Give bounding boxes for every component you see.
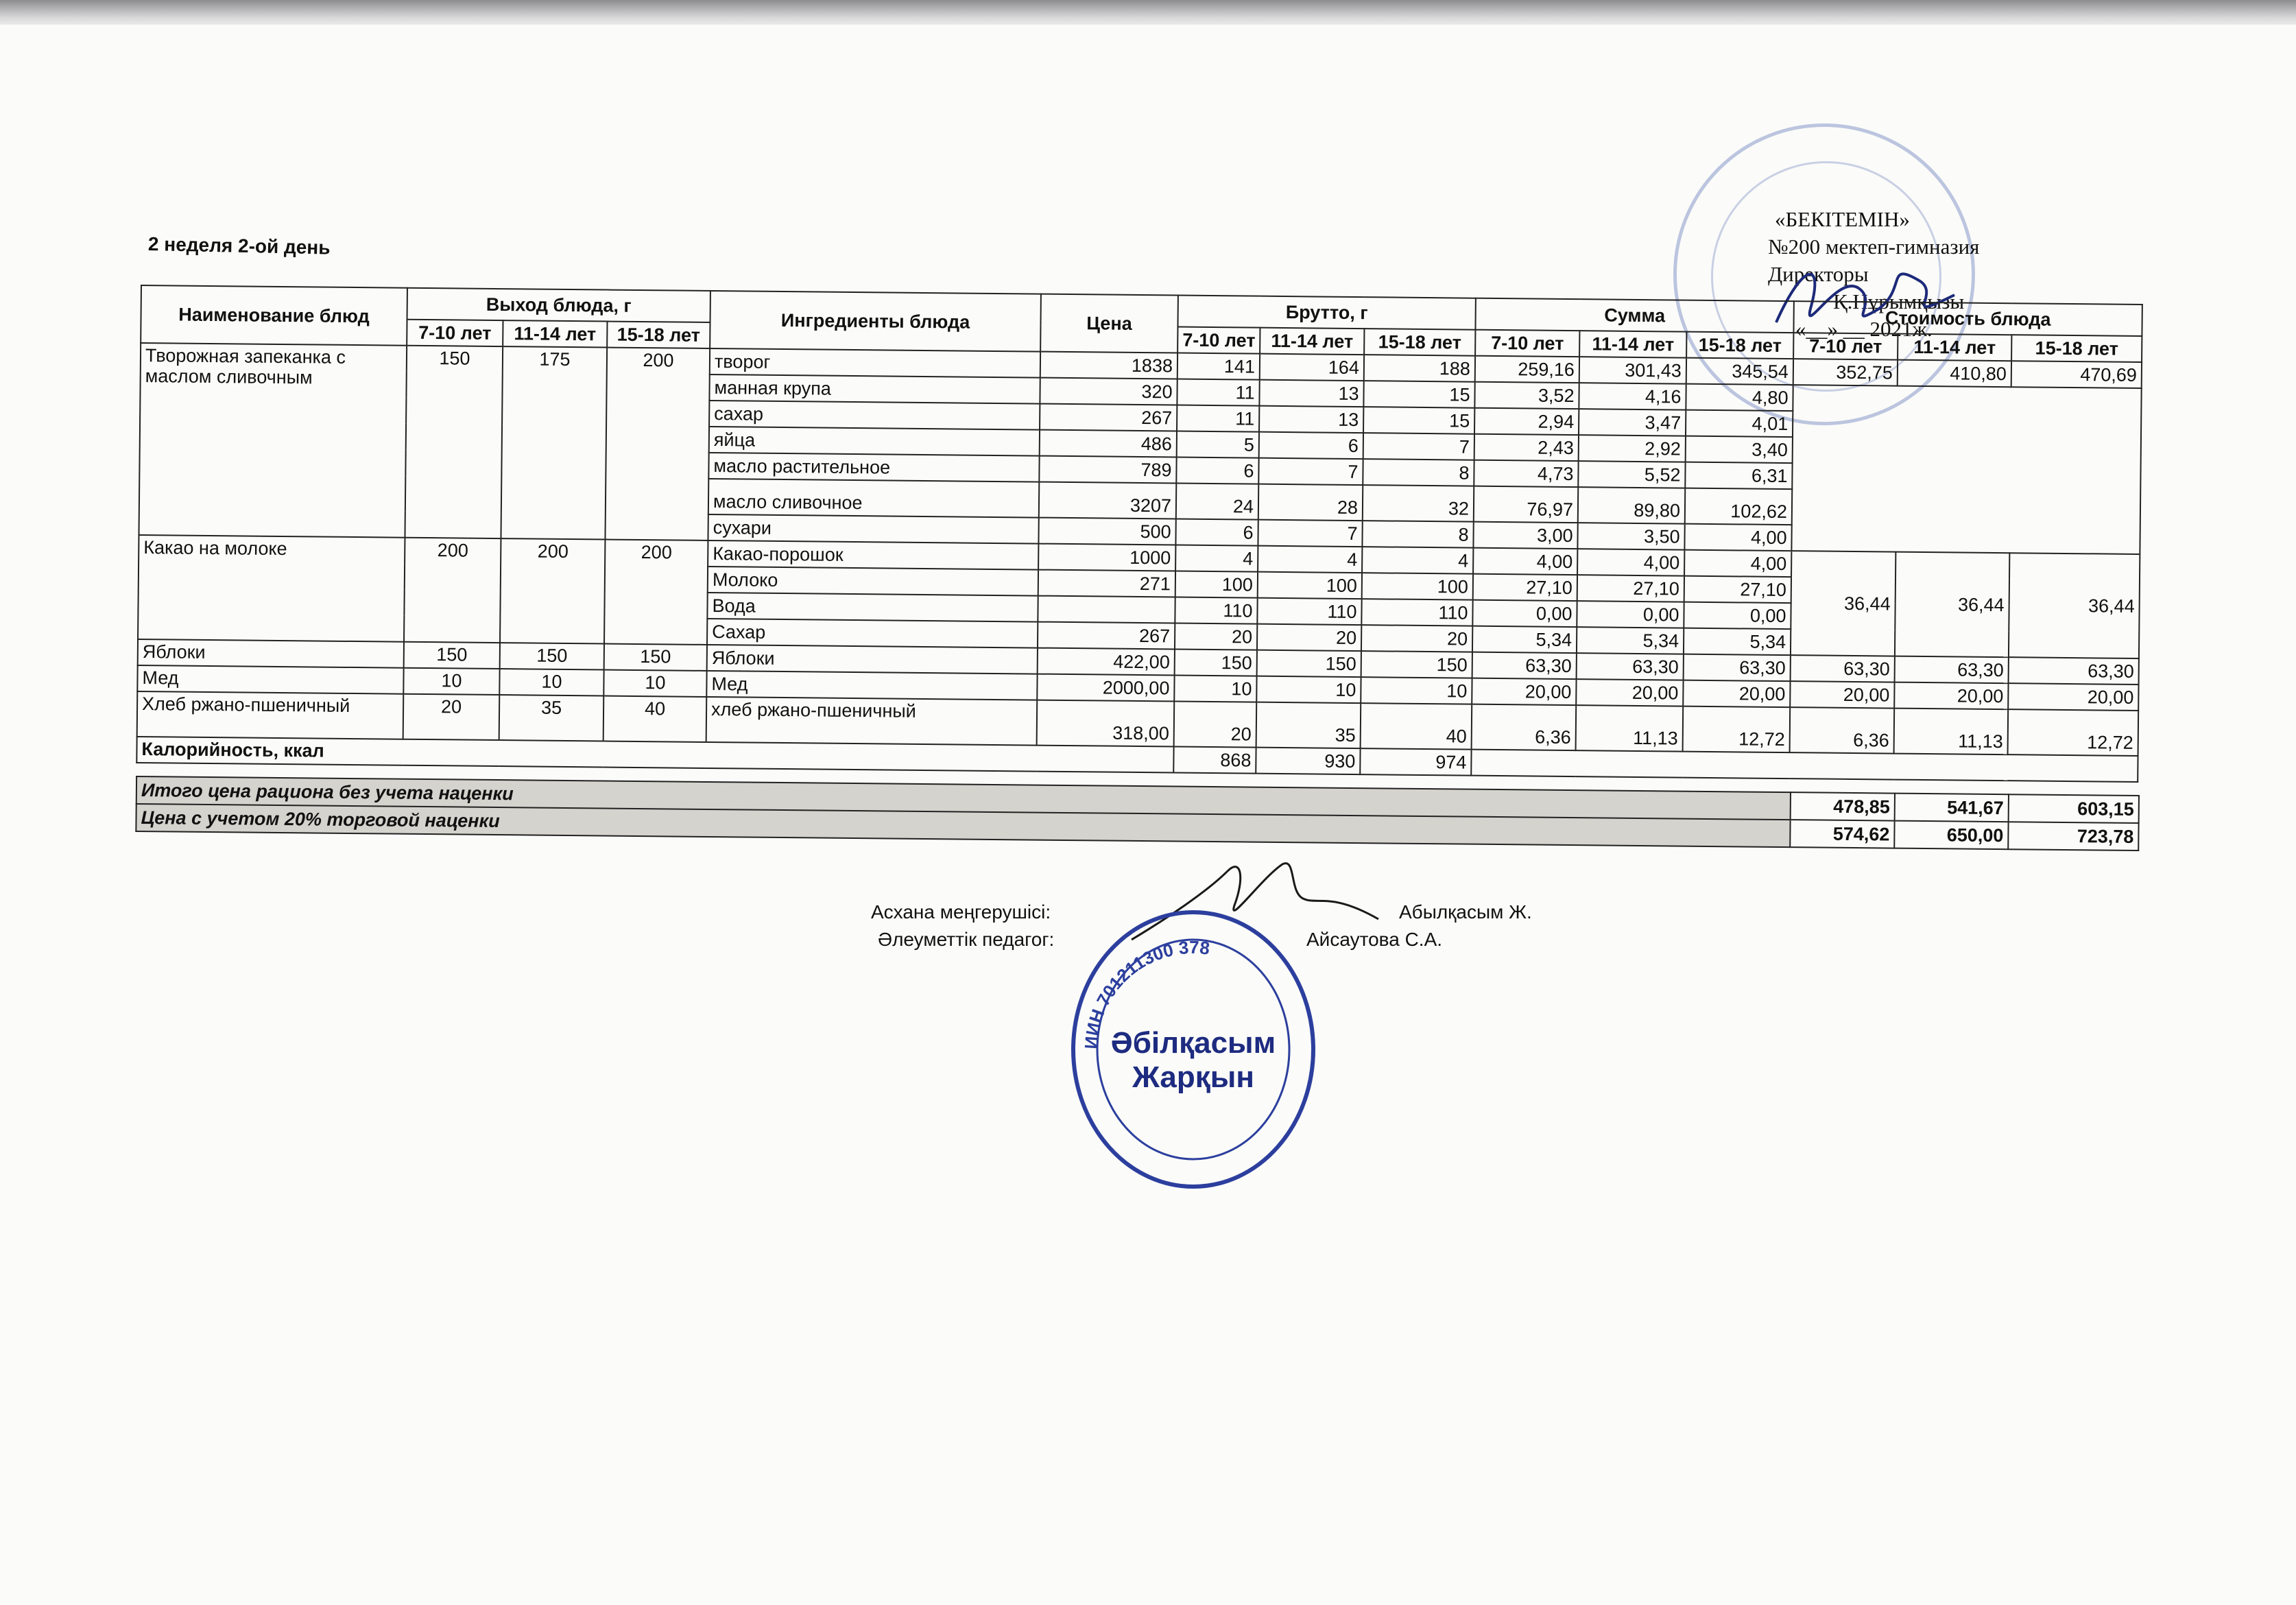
- output-cell: 150: [405, 346, 503, 538]
- sum-cell: 3,00: [1473, 522, 1577, 549]
- dish-name: Мед: [137, 665, 403, 694]
- brutto-cell: 7: [1258, 520, 1362, 547]
- stamp-name-2: Жарқын: [1132, 1060, 1254, 1094]
- total-without-markup-cell: 541,67: [1895, 794, 2009, 822]
- canteen-stamp: [1060, 899, 1327, 1200]
- sum-cell: 63,30: [1577, 653, 1684, 680]
- header-cost: Стоимость блюда: [1793, 301, 2142, 336]
- ingredient-cell: Какао-порошок: [708, 540, 1038, 570]
- header-output-age: 15-18 лет: [607, 322, 710, 348]
- sum-cell: 0,00: [1472, 600, 1577, 627]
- cost-cell: 6,36: [1790, 707, 1895, 753]
- brutto-cell: 32: [1363, 485, 1474, 522]
- brutto-cell: 150: [1175, 649, 1257, 676]
- price-cell: 422,00: [1038, 648, 1175, 676]
- sum-cell: 345,54: [1686, 358, 1793, 385]
- dish-name: Хлеб ржано-пшеничный: [137, 691, 404, 739]
- brutto-cell: 24: [1176, 484, 1258, 520]
- sum-cell: 4,16: [1579, 383, 1686, 409]
- header-cost-age: 15-18 лет: [2011, 335, 2142, 362]
- brutto-cell: 40: [1361, 703, 1472, 750]
- output-cell: 10: [403, 668, 499, 695]
- sum-cell: 2,43: [1474, 434, 1579, 461]
- brutto-cell: 13: [1259, 380, 1363, 407]
- cost-cell: 63,30: [2009, 657, 2139, 685]
- canteen-head-name: Абылқасым Ж.: [1399, 901, 1532, 923]
- sum-cell: 63,30: [1472, 652, 1577, 679]
- sum-cell: 102,62: [1685, 488, 1793, 525]
- sum-cell: 4,73: [1474, 460, 1578, 487]
- ingredient-cell: манная крупа: [709, 374, 1040, 404]
- brutto-cell: 6: [1176, 457, 1258, 484]
- brutto-cell: 13: [1259, 406, 1363, 433]
- cost-cell: 352,75: [1793, 359, 1898, 385]
- total-with-markup-cell: 650,00: [1894, 821, 2008, 850]
- brutto-cell: 7: [1258, 458, 1363, 485]
- header-output: Выход блюда, г: [407, 288, 710, 322]
- brutto-cell: 6: [1259, 432, 1363, 459]
- brutto-cell: 11: [1177, 379, 1259, 406]
- calories-cell: 930: [1256, 748, 1360, 774]
- price-cell: 1000: [1038, 544, 1175, 571]
- price-cell: 1838: [1040, 352, 1177, 379]
- canteen-head-label: Асхана меңгерушісі:: [871, 901, 1051, 923]
- cost-cell: 410,80: [1898, 360, 2011, 388]
- price-cell: 320: [1040, 378, 1177, 405]
- header-sum-age: 15-18 лет: [1686, 332, 1793, 359]
- social-pedagog-name: Айсаутова С.А.: [1306, 929, 1443, 950]
- header-sum: Сумма: [1475, 298, 1793, 333]
- cost-cell: 470,69: [2011, 361, 2142, 388]
- week-title: 2 неделя 2-ой день: [147, 233, 331, 259]
- price-cell: 267: [1040, 404, 1177, 431]
- cost-cell: 36,44: [1895, 552, 2009, 658]
- dish-name: Творожная запеканка с маслом сливочным: [139, 343, 407, 538]
- brutto-cell: 11: [1177, 405, 1259, 432]
- sum-cell: 2,92: [1579, 435, 1686, 462]
- price-cell: [1038, 596, 1175, 623]
- sum-cell: 4,00: [1473, 548, 1577, 575]
- brutto-cell: 4: [1258, 546, 1362, 573]
- header-cost-age: 7-10 лет: [1793, 333, 1898, 359]
- ingredient-cell: творог: [710, 348, 1040, 378]
- output-cell: 200: [605, 348, 710, 540]
- brutto-cell: 5: [1177, 431, 1259, 458]
- output-cell: 200: [404, 538, 501, 643]
- ingredient-cell: Молоко: [708, 567, 1038, 596]
- cost-cell: 63,30: [1895, 656, 2009, 684]
- price-cell: 789: [1039, 456, 1176, 484]
- brutto-cell: 10: [1256, 676, 1361, 703]
- ingredient-cell: сахар: [709, 401, 1040, 430]
- price-cell: 486: [1040, 430, 1177, 457]
- brutto-cell: 110: [1175, 597, 1257, 624]
- price-cell: 271: [1038, 570, 1175, 597]
- sum-cell: 3,52: [1474, 382, 1579, 409]
- cost-cell: 36,44: [2009, 553, 2140, 658]
- price-cell: 2000,00: [1037, 674, 1174, 702]
- brutto-cell: 20: [1361, 625, 1472, 652]
- header-price: Цена: [1040, 294, 1178, 353]
- cost-cell: 20,00: [1894, 682, 2008, 710]
- output-cell: 150: [500, 643, 604, 669]
- sum-cell: 0,00: [1577, 601, 1684, 628]
- header-brutto-age: 15-18 лет: [1364, 329, 1475, 356]
- sum-cell: 4,01: [1686, 410, 1793, 437]
- sum-cell: 5,52: [1578, 461, 1685, 488]
- sum-cell: 6,36: [1472, 704, 1577, 750]
- output-cell: 10: [603, 670, 706, 697]
- brutto-cell: 150: [1361, 651, 1472, 678]
- brutto-cell: 35: [1256, 702, 1361, 748]
- total-without-markup-cell: 478,85: [1791, 792, 1895, 820]
- brutto-cell: 100: [1362, 573, 1473, 600]
- cost-cell: 20,00: [1790, 681, 1894, 708]
- brutto-cell: 15: [1363, 381, 1474, 408]
- brutto-cell: 10: [1174, 675, 1256, 702]
- sum-cell: 3,40: [1686, 436, 1793, 463]
- ingredient-cell: сухари: [708, 514, 1038, 544]
- calories-cell: 974: [1360, 748, 1471, 776]
- approval-school: №200 мектеп-гимназия: [1768, 235, 1980, 259]
- calories-label: Калорийность, ккал: [136, 737, 1173, 773]
- output-cell: 35: [499, 695, 604, 741]
- approval-role: Директоры: [1768, 262, 1869, 286]
- ingredient-cell: Вода: [707, 593, 1038, 622]
- sum-cell: 5,34: [1472, 626, 1577, 653]
- menu-table: [136, 285, 2143, 783]
- header-cost-age: 11-14 лет: [1898, 334, 2011, 361]
- sum-cell: 11,13: [1576, 705, 1684, 751]
- brutto-cell: 164: [1260, 354, 1364, 381]
- total-with-markup-cell: 723,78: [2008, 822, 2138, 851]
- sum-cell: 27,10: [1577, 575, 1684, 602]
- menu-sheet: [135, 285, 2143, 851]
- approval-title: «БЕКІТЕМІН»: [1775, 207, 1910, 231]
- ingredient-cell: масло растительное: [708, 453, 1039, 482]
- brutto-cell: 150: [1257, 650, 1361, 677]
- brutto-cell: 110: [1257, 598, 1361, 625]
- stamp-ring-text: ИИН 701211300 378: [1080, 936, 1211, 1050]
- brutto-cell: 4: [1175, 545, 1258, 572]
- output-cell: 150: [604, 644, 707, 671]
- sum-cell: 4,80: [1686, 384, 1793, 411]
- brutto-cell: 110: [1361, 599, 1472, 626]
- sum-cell: 76,97: [1474, 486, 1578, 523]
- brutto-cell: 8: [1362, 521, 1473, 548]
- total-with-markup-label: Цена с учетом 20% торговой наценки: [136, 804, 1790, 847]
- brutto-cell: 20: [1175, 623, 1257, 650]
- sum-cell: 4,00: [1684, 524, 1791, 551]
- brutto-cell: 20: [1174, 701, 1257, 747]
- sum-cell: 89,80: [1578, 487, 1685, 523]
- output-cell: 40: [603, 696, 707, 742]
- brutto-cell: 28: [1258, 484, 1363, 521]
- brutto-cell: 4: [1362, 547, 1473, 574]
- sum-cell: 20,00: [1683, 680, 1790, 707]
- ingredient-cell: Яблоки: [707, 645, 1038, 674]
- cost-cell: 11,13: [1894, 709, 2009, 755]
- sum-cell: 27,10: [1473, 574, 1577, 601]
- brutto-cell: 6: [1175, 519, 1258, 546]
- ingredient-cell: Мед: [706, 671, 1037, 700]
- approval-date: «__» __ 2021ж.: [1795, 317, 1933, 341]
- header-sum-age: 11-14 лет: [1579, 331, 1686, 357]
- header-ingredients: Ингредиенты блюда: [710, 291, 1041, 352]
- brutto-cell: 100: [1175, 571, 1258, 598]
- sum-cell: 6,31: [1685, 462, 1792, 489]
- header-output-age: 7-10 лет: [407, 320, 503, 346]
- sum-cell: 27,10: [1684, 576, 1791, 603]
- ingredient-cell: Сахар: [707, 619, 1038, 648]
- cost-cell: 12,72: [2008, 709, 2139, 756]
- price-cell: 3207: [1039, 482, 1176, 519]
- sum-cell: 4,00: [1684, 550, 1791, 577]
- sum-cell: 5,34: [1684, 628, 1791, 655]
- calories-blank: [1471, 750, 2138, 782]
- price-cell: 500: [1038, 518, 1175, 545]
- brutto-cell: 188: [1364, 355, 1475, 382]
- stamp-name-1: Әбілқасым: [1110, 1026, 1276, 1060]
- cost-cell: 63,30: [1791, 655, 1895, 682]
- sum-cell: 3,50: [1577, 523, 1684, 549]
- cost-cell: 36,44: [1791, 551, 1896, 656]
- total-without-markup-cell: 603,15: [2009, 794, 2139, 823]
- header-brutto-age: 11-14 лет: [1260, 328, 1364, 355]
- sum-cell: 20,00: [1472, 678, 1576, 705]
- sum-cell: 4,00: [1577, 549, 1684, 575]
- price-cell: 318,00: [1037, 700, 1175, 747]
- ingredient-cell: хлеб ржано-пшеничный: [706, 697, 1038, 746]
- output-cell: 200: [500, 538, 605, 643]
- sum-cell: 301,43: [1579, 357, 1686, 383]
- approval-name: Қ.Нұрымқызы: [1833, 289, 1965, 313]
- output-cell: 200: [604, 540, 708, 645]
- header-brutto-age: 7-10 лет: [1177, 327, 1260, 354]
- sum-cell: 0,00: [1684, 602, 1791, 629]
- sum-cell: 63,30: [1684, 654, 1791, 681]
- output-cell: 10: [499, 669, 603, 696]
- total-without-markup-label: Итого цена рациона без учета наценки: [136, 776, 1791, 820]
- dish-name: Яблоки: [138, 639, 404, 668]
- sum-cell: 20,00: [1576, 679, 1683, 706]
- total-with-markup-cell: 574,62: [1790, 820, 1894, 848]
- brutto-cell: 141: [1177, 353, 1260, 380]
- social-pedagog-label: Әлеуметтік педагог:: [878, 929, 1055, 950]
- sum-cell: 3,47: [1579, 409, 1686, 436]
- output-cell: 150: [404, 642, 500, 669]
- cost-cell: 20,00: [2008, 683, 2138, 711]
- header-dish-name: Наименование блюд: [141, 285, 407, 346]
- output-cell: 175: [501, 346, 607, 539]
- sum-cell: 5,34: [1577, 627, 1684, 654]
- brutto-cell: 10: [1361, 677, 1472, 704]
- brutto-cell: 7: [1363, 433, 1474, 460]
- sum-cell: 2,94: [1474, 408, 1579, 435]
- brutto-cell: 100: [1258, 572, 1362, 599]
- ingredient-cell: масло сливочное: [708, 479, 1039, 518]
- header-sum-age: 7-10 лет: [1475, 330, 1579, 357]
- sum-cell: 259,16: [1475, 356, 1579, 383]
- brutto-cell: 20: [1257, 624, 1361, 651]
- brutto-cell: 15: [1363, 407, 1474, 434]
- header-brutto: Брутто, г: [1177, 296, 1475, 330]
- cost-blank: [1791, 385, 2141, 554]
- header-output-age: 11-14 лет: [503, 320, 607, 347]
- sum-cell: 12,72: [1683, 706, 1791, 752]
- dish-name: Какао на молоке: [138, 535, 405, 642]
- brutto-cell: 8: [1363, 459, 1474, 486]
- price-cell: 267: [1038, 622, 1175, 650]
- ingredient-cell: яйца: [709, 427, 1040, 456]
- calories-cell: 868: [1173, 746, 1256, 773]
- output-cell: 20: [403, 694, 500, 740]
